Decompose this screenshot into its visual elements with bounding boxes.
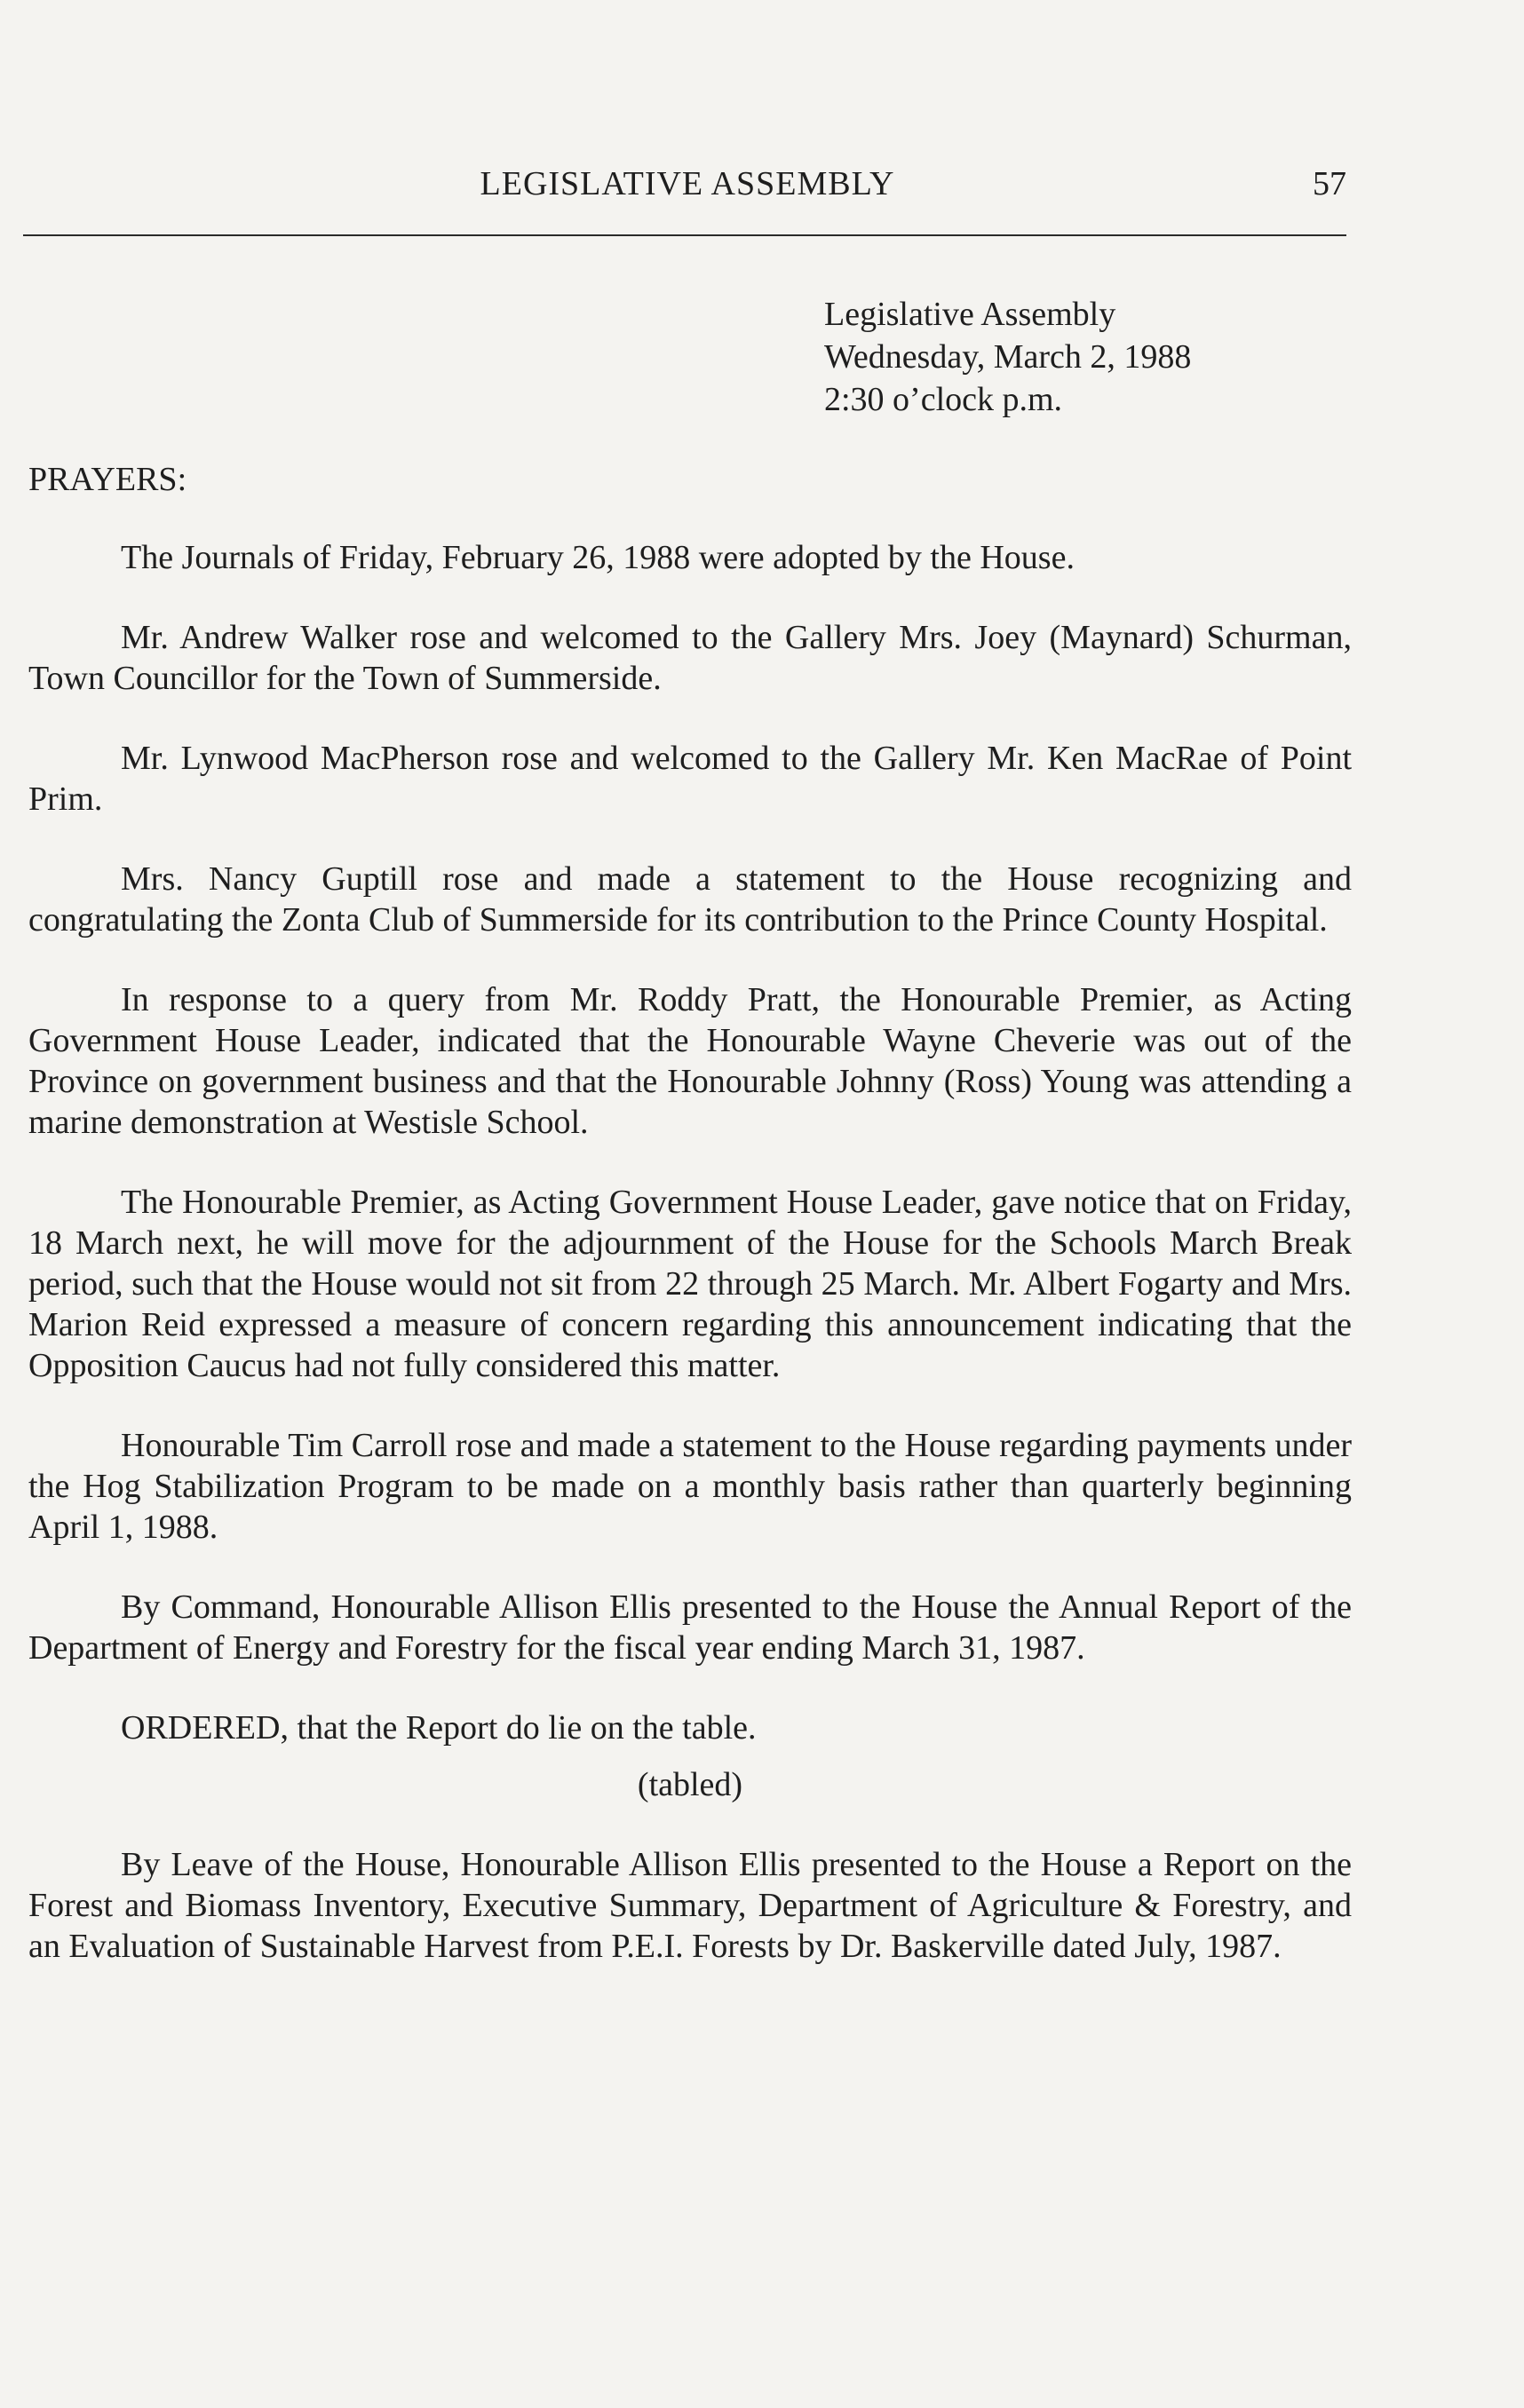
page-header (28, 164, 1346, 209)
paragraph-guptill-statement: Mrs. Nancy Guptill rose and made a statement to the House recognizing and congratulating the Zonta Club of Summerside for its contribution to the Prince County Hospital. (28, 860, 1352, 939)
paragraph-carroll-statement: Honourable Tim Carroll rose and made a statement to the House regarding payments under the Hog Stabilization Program to be made on a monthly basis rather than quarterly beginning April 1, 1988. (28, 1427, 1352, 1546)
paragraph-pratt-query: In response to a query from Mr. Roddy Pratt, the Honourable Premier, as Acting Government House Leader, indicated that the Honourable Wayne Cheverie was out of the Province on government business and that the Honourable Johnny (Ross) Young was attending a marine demonstration at Westisle School. (28, 981, 1352, 1141)
tabled-note: (tabled) (637, 1766, 743, 1803)
journal-body (28, 537, 1352, 2006)
paragraph-adjournment-notice: The Honourable Premier, as Acting Government House Leader, gave notice that on Friday, 18 March next, he will move for the adjournment of the House for the Schools March Break period, such that the House would not sit from 22 through 25 March. Mr. Albert Fogarty and Mrs. Marion Reid expressed a measure of concern regarding this announcement indicating that the Opposition Caucus had not fully considered this matter. (28, 1184, 1352, 1384)
dateline-assembly: Legislative Assembly (824, 296, 1116, 333)
paragraph-journals-adopted: The Journals of Friday, February 26, 1988 were adopted by the House. (121, 539, 1075, 576)
header-rule (23, 234, 1346, 236)
paragraph-macpherson-welcome: Mr. Lynwood MacPherson rose and welcomed to the Gallery Mr. Ken MacRae of Point Prim. (28, 740, 1352, 818)
section-heading: PRAYERS: (28, 461, 187, 498)
dateline (824, 293, 1191, 421)
paragraph-forest-report: By Leave of the House, Honourable Allison Ellis presented to the House a Report on the Forest and Biomass Inventory, Executive Summary, Department of Agriculture & Forestry, and an Evaluation of Sustainable Harvest from P.E.I. Forests by Dr. Baskerville dated July, 1987. (28, 1846, 1352, 1965)
paragraph-ordered: ORDERED, that the Report do lie on the table. (121, 1709, 757, 1747)
paragraph-annual-report: By Command, Honourable Allison Ellis presented to the House the Annual Report of the Department of Energy and Forestry for the fiscal year ending March 31, 1987. (28, 1588, 1352, 1667)
dateline-date: Wednesday, March 2, 1988 (824, 338, 1192, 376)
page-number: 57 (1313, 165, 1346, 202)
paragraph-walker-welcome: Mr. Andrew Walker rose and welcomed to the Gallery Mrs. Joey (Maynard) Schurman, Town Councillor for the Town of Summerside. (28, 619, 1352, 697)
dateline-time: 2:30 o’clock p.m. (824, 381, 1063, 418)
header-title: LEGISLATIVE ASSEMBLY (480, 165, 895, 202)
